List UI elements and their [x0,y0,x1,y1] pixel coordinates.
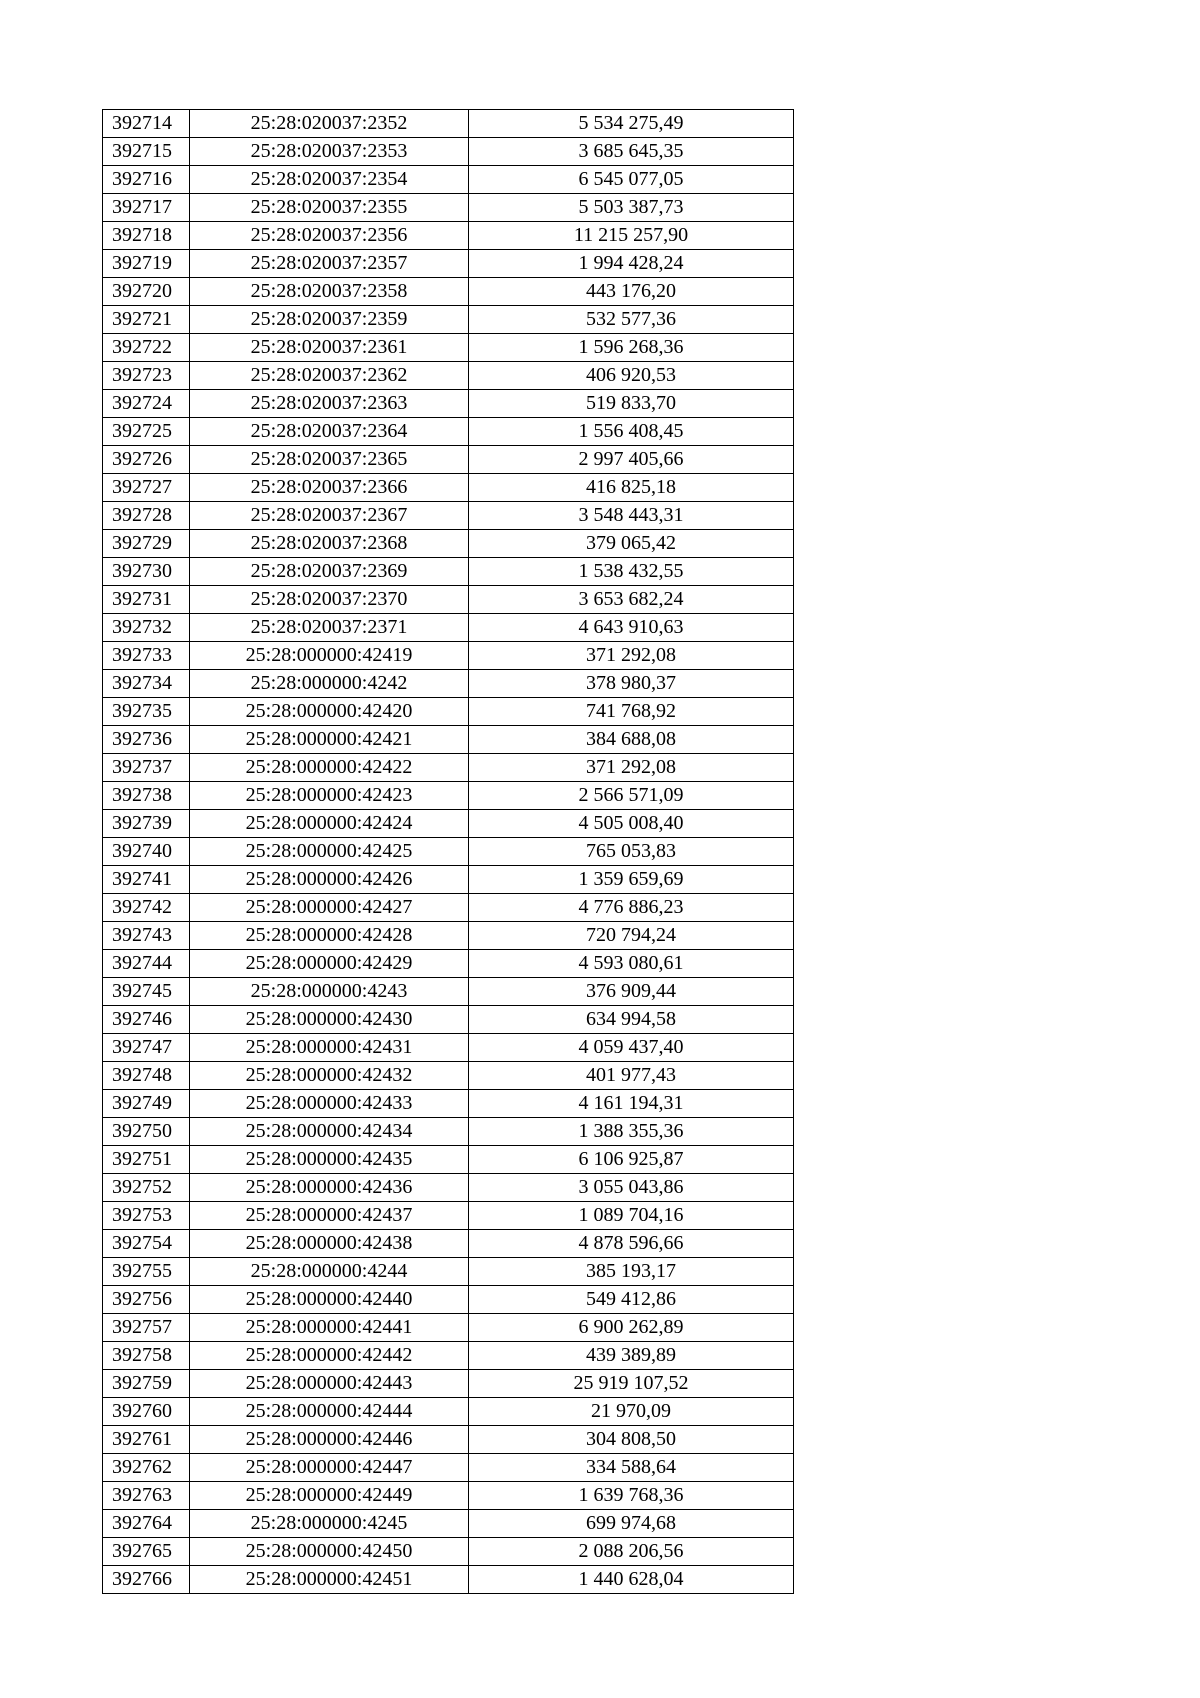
table-row [103,530,794,558]
cadastral-value-cell: 519 833,70 [469,390,794,418]
table-row [103,754,794,782]
row-number-cell: 392731 [103,586,190,614]
table-row [103,1314,794,1342]
cadastral-value-cell: 334 588,64 [469,1454,794,1482]
cadastral-number-cell: 25:28:020037:2367 [190,502,469,530]
cadastral-number-cell: 25:28:000000:42451 [190,1566,469,1594]
table-row [103,978,794,1006]
cadastral-number-cell: 25:28:000000:4243 [190,978,469,1006]
table-row [103,110,794,138]
cadastral-value-cell: 549 412,86 [469,1286,794,1314]
row-number-cell: 392758 [103,1342,190,1370]
table-row [103,1230,794,1258]
cadastral-number-cell: 25:28:020037:2353 [190,138,469,166]
cadastral-value-cell: 1 388 355,36 [469,1118,794,1146]
cadastral-value-cell: 21 970,09 [469,1398,794,1426]
row-number-cell: 392724 [103,390,190,418]
cadastral-number-cell: 25:28:020037:2362 [190,362,469,390]
cadastral-value-cell: 385 193,17 [469,1258,794,1286]
row-number-cell: 392749 [103,1090,190,1118]
row-number-cell: 392738 [103,782,190,810]
table-row [103,1398,794,1426]
row-number-cell: 392725 [103,418,190,446]
cadastral-value-cell: 304 808,50 [469,1426,794,1454]
cadastral-value-cell: 4 593 080,61 [469,950,794,978]
row-number-cell: 392721 [103,306,190,334]
cadastral-value-cell: 2 997 405,66 [469,446,794,474]
table-body [103,110,794,1594]
cadastral-number-cell: 25:28:020037:2368 [190,530,469,558]
cadastral-number-cell: 25:28:020037:2365 [190,446,469,474]
cadastral-number-cell: 25:28:000000:42435 [190,1146,469,1174]
row-number-cell: 392735 [103,698,190,726]
row-number-cell: 392744 [103,950,190,978]
cadastral-number-cell: 25:28:000000:42420 [190,698,469,726]
table-row [103,418,794,446]
cadastral-number-cell: 25:28:000000:42429 [190,950,469,978]
cadastral-value-cell: 1 089 704,16 [469,1202,794,1230]
cadastral-number-cell: 25:28:020037:2364 [190,418,469,446]
cadastral-number-cell: 25:28:000000:42419 [190,642,469,670]
table-row [103,726,794,754]
cadastral-number-cell: 25:28:020037:2358 [190,278,469,306]
row-number-cell: 392736 [103,726,190,754]
table-row [103,1034,794,1062]
cadastral-value-cell: 406 920,53 [469,362,794,390]
cadastral-value-cell: 4 776 886,23 [469,894,794,922]
cadastral-value-cell: 1 639 768,36 [469,1482,794,1510]
row-number-cell: 392732 [103,614,190,642]
row-number-cell: 392740 [103,838,190,866]
cadastral-number-cell: 25:28:000000:42437 [190,1202,469,1230]
table-row [103,1118,794,1146]
table-row [103,1566,794,1594]
cadastral-number-cell: 25:28:000000:4245 [190,1510,469,1538]
row-number-cell: 392747 [103,1034,190,1062]
table-row [103,446,794,474]
cadastral-number-cell: 25:28:000000:4244 [190,1258,469,1286]
row-number-cell: 392750 [103,1118,190,1146]
row-number-cell: 392714 [103,110,190,138]
row-number-cell: 392760 [103,1398,190,1426]
cadastral-value-cell: 6 900 262,89 [469,1314,794,1342]
cadastral-number-cell: 25:28:020037:2355 [190,194,469,222]
table-row [103,222,794,250]
cadastral-number-cell: 25:28:000000:42425 [190,838,469,866]
cadastral-value-cell: 3 055 043,86 [469,1174,794,1202]
row-number-cell: 392722 [103,334,190,362]
row-number-cell: 392723 [103,362,190,390]
row-number-cell: 392727 [103,474,190,502]
table-row [103,1062,794,1090]
cadastral-number-cell: 25:28:000000:42440 [190,1286,469,1314]
table-row [103,1538,794,1566]
cadastral-value-cell: 379 065,42 [469,530,794,558]
table-row [103,670,794,698]
row-number-cell: 392729 [103,530,190,558]
cadastral-value-cell: 4 878 596,66 [469,1230,794,1258]
cadastral-number-cell: 25:28:020037:2371 [190,614,469,642]
cadastral-number-cell: 25:28:000000:42433 [190,1090,469,1118]
cadastral-number-cell: 25:28:000000:42450 [190,1538,469,1566]
cadastral-number-cell: 25:28:000000:42443 [190,1370,469,1398]
table-row [103,1258,794,1286]
table-row [103,614,794,642]
cadastral-number-cell: 25:28:000000:42424 [190,810,469,838]
cadastral-value-cell: 376 909,44 [469,978,794,1006]
cadastral-value-cell: 1 596 268,36 [469,334,794,362]
table-row [103,1510,794,1538]
cadastral-number-cell: 25:28:000000:42422 [190,754,469,782]
cadastral-value-cell: 3 548 443,31 [469,502,794,530]
table-row [103,194,794,222]
cadastral-number-cell: 25:28:000000:42447 [190,1454,469,1482]
table-row [103,922,794,950]
row-number-cell: 392742 [103,894,190,922]
table-row [103,390,794,418]
cadastral-number-cell: 25:28:020037:2363 [190,390,469,418]
row-number-cell: 392734 [103,670,190,698]
cadastral-value-cell: 378 980,37 [469,670,794,698]
cadastral-value-cell: 4 505 008,40 [469,810,794,838]
cadastral-value-cell: 532 577,36 [469,306,794,334]
cadastral-number-cell: 25:28:000000:4242 [190,670,469,698]
table-row [103,138,794,166]
cadastral-value-table [102,109,794,1594]
table-row [103,1006,794,1034]
table-row [103,1286,794,1314]
row-number-cell: 392757 [103,1314,190,1342]
cadastral-value-cell: 741 768,92 [469,698,794,726]
cadastral-value-cell: 1 440 628,04 [469,1566,794,1594]
row-number-cell: 392752 [103,1174,190,1202]
cadastral-number-cell: 25:28:020037:2352 [190,110,469,138]
row-number-cell: 392759 [103,1370,190,1398]
row-number-cell: 392756 [103,1286,190,1314]
table-row [103,1482,794,1510]
cadastral-number-cell: 25:28:000000:42438 [190,1230,469,1258]
row-number-cell: 392745 [103,978,190,1006]
table-row [103,502,794,530]
table-row [103,1342,794,1370]
table-row [103,1426,794,1454]
cadastral-value-cell: 1 994 428,24 [469,250,794,278]
table-row [103,250,794,278]
table-row [103,782,794,810]
table-row [103,1370,794,1398]
cadastral-value-cell: 439 389,89 [469,1342,794,1370]
table-row [103,1202,794,1230]
cadastral-number-cell: 25:28:000000:42428 [190,922,469,950]
cadastral-value-cell: 25 919 107,52 [469,1370,794,1398]
row-number-cell: 392741 [103,866,190,894]
row-number-cell: 392761 [103,1426,190,1454]
cadastral-value-cell: 3 685 645,35 [469,138,794,166]
row-number-cell: 392765 [103,1538,190,1566]
cadastral-number-cell: 25:28:000000:42431 [190,1034,469,1062]
table-row [103,166,794,194]
row-number-cell: 392718 [103,222,190,250]
cadastral-value-cell: 5 534 275,49 [469,110,794,138]
cadastral-value-cell: 401 977,43 [469,1062,794,1090]
cadastral-value-cell: 6 106 925,87 [469,1146,794,1174]
cadastral-number-cell: 25:28:020037:2357 [190,250,469,278]
table-row [103,1454,794,1482]
cadastral-number-cell: 25:28:000000:42441 [190,1314,469,1342]
row-number-cell: 392715 [103,138,190,166]
row-number-cell: 392746 [103,1006,190,1034]
cadastral-value-cell: 4 059 437,40 [469,1034,794,1062]
cadastral-value-cell: 2 566 571,09 [469,782,794,810]
cadastral-value-cell: 3 653 682,24 [469,586,794,614]
cadastral-value-cell: 4 161 194,31 [469,1090,794,1118]
cadastral-number-cell: 25:28:020037:2359 [190,306,469,334]
row-number-cell: 392716 [103,166,190,194]
table-row [103,894,794,922]
table-row [103,474,794,502]
table-row [103,306,794,334]
table-row [103,1090,794,1118]
cadastral-number-cell: 25:28:000000:42444 [190,1398,469,1426]
row-number-cell: 392766 [103,1566,190,1594]
cadastral-number-cell: 25:28:000000:42421 [190,726,469,754]
table-row [103,586,794,614]
table-row [103,362,794,390]
row-number-cell: 392719 [103,250,190,278]
cadastral-number-cell: 25:28:000000:42442 [190,1342,469,1370]
cadastral-value-cell: 699 974,68 [469,1510,794,1538]
cadastral-number-cell: 25:28:000000:42436 [190,1174,469,1202]
row-number-cell: 392720 [103,278,190,306]
cadastral-value-cell: 1 538 432,55 [469,558,794,586]
row-number-cell: 392763 [103,1482,190,1510]
cadastral-number-cell: 25:28:000000:42430 [190,1006,469,1034]
table-row [103,950,794,978]
row-number-cell: 392717 [103,194,190,222]
cadastral-number-cell: 25:28:020037:2361 [190,334,469,362]
cadastral-number-cell: 25:28:020037:2366 [190,474,469,502]
cadastral-value-cell: 384 688,08 [469,726,794,754]
cadastral-value-cell: 443 176,20 [469,278,794,306]
cadastral-number-cell: 25:28:000000:42423 [190,782,469,810]
cadastral-number-cell: 25:28:000000:42449 [190,1482,469,1510]
cadastral-value-cell: 634 994,58 [469,1006,794,1034]
row-number-cell: 392762 [103,1454,190,1482]
cadastral-number-cell: 25:28:000000:42426 [190,866,469,894]
cadastral-number-cell: 25:28:020037:2369 [190,558,469,586]
table-row [103,334,794,362]
row-number-cell: 392737 [103,754,190,782]
table-row [103,1146,794,1174]
row-number-cell: 392754 [103,1230,190,1258]
row-number-cell: 392753 [103,1202,190,1230]
table-row [103,698,794,726]
cadastral-value-cell: 371 292,08 [469,754,794,782]
table-row [103,1174,794,1202]
table-row [103,866,794,894]
cadastral-value-cell: 371 292,08 [469,642,794,670]
cadastral-number-cell: 25:28:020037:2370 [190,586,469,614]
cadastral-number-cell: 25:28:020037:2356 [190,222,469,250]
row-number-cell: 392733 [103,642,190,670]
cadastral-number-cell: 25:28:000000:42446 [190,1426,469,1454]
row-number-cell: 392755 [103,1258,190,1286]
cadastral-value-cell: 4 643 910,63 [469,614,794,642]
cadastral-value-cell: 11 215 257,90 [469,222,794,250]
cadastral-value-cell: 5 503 387,73 [469,194,794,222]
row-number-cell: 392726 [103,446,190,474]
cadastral-number-cell: 25:28:000000:42432 [190,1062,469,1090]
cadastral-number-cell: 25:28:000000:42434 [190,1118,469,1146]
table-row [103,838,794,866]
cadastral-value-cell: 1 556 408,45 [469,418,794,446]
row-number-cell: 392748 [103,1062,190,1090]
cadastral-value-cell: 1 359 659,69 [469,866,794,894]
row-number-cell: 392739 [103,810,190,838]
cadastral-value-cell: 765 053,83 [469,838,794,866]
cadastral-number-cell: 25:28:000000:42427 [190,894,469,922]
table-row [103,810,794,838]
row-number-cell: 392730 [103,558,190,586]
row-number-cell: 392743 [103,922,190,950]
table-row [103,278,794,306]
table-row [103,642,794,670]
cadastral-value-cell: 2 088 206,56 [469,1538,794,1566]
row-number-cell: 392764 [103,1510,190,1538]
cadastral-number-cell: 25:28:020037:2354 [190,166,469,194]
cadastral-value-cell: 6 545 077,05 [469,166,794,194]
row-number-cell: 392728 [103,502,190,530]
row-number-cell: 392751 [103,1146,190,1174]
cadastral-value-cell: 720 794,24 [469,922,794,950]
table-row [103,558,794,586]
cadastral-value-cell: 416 825,18 [469,474,794,502]
